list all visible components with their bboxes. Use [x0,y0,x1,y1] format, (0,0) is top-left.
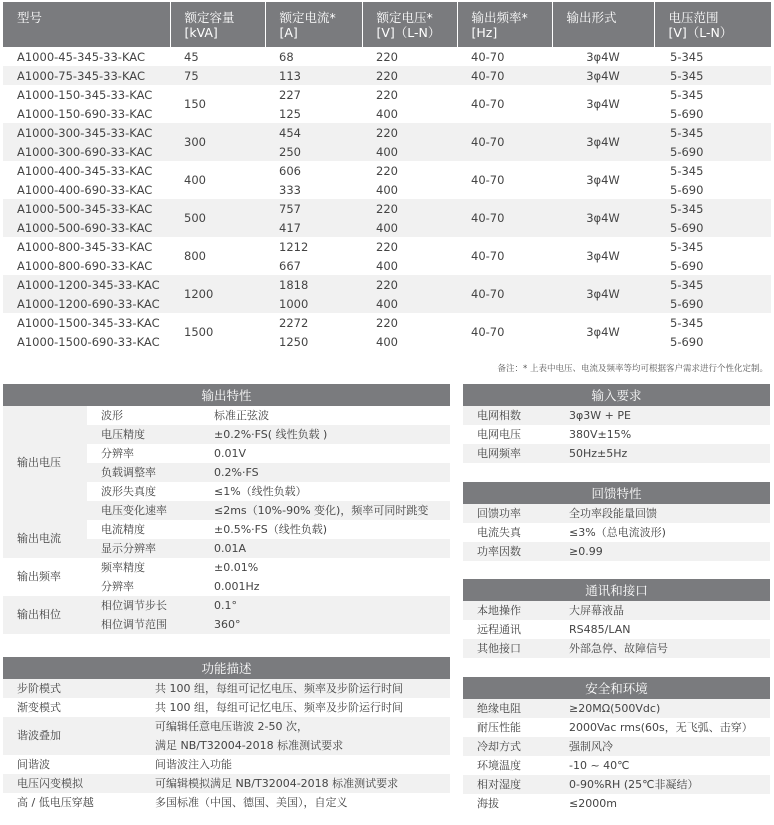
function-value: 可编辑模拟满足 NB/T32004-2018 标准测试要求 [141,774,450,793]
comm-label: 远程通讯 [477,622,521,636]
param-value: 0.001Hz [214,579,260,593]
table-row [3,123,771,142]
table-row [3,199,771,218]
input-label: 电网电压 [477,427,521,441]
function-label: 渐变模式 [17,700,61,714]
range-cell: 5-345 [654,275,771,294]
model-cell: A1000-500-345-33-KAC [3,199,170,218]
model-cell: A1000-300-345-33-KAC [3,123,170,142]
range-cell: 5-690 [654,142,771,161]
function-label: 高 / 低电压穿越 [17,795,94,809]
safety-label: 绝缘电阻 [463,699,555,718]
input-label: 电网频率 [463,444,555,463]
model-cell: A1000-1500-345-33-KAC [17,315,160,330]
feedback-characteristics-table [463,482,770,561]
safety-label: 环境温度 [477,758,521,772]
voltage-cell: 400 [362,218,457,237]
current-cell: 1212 [279,239,309,254]
voltage-cell: 400 [376,106,398,121]
current-cell: 454 [265,123,362,142]
function-value: 间谐波注入功能 [155,757,232,771]
output-form-cell: 3φ4W [552,199,654,237]
function-value: 共 100 组，每组可记忆电压、频率及步阶运行时间 [155,700,403,714]
param-label: 电压变化速率 [87,501,200,520]
param-value: ±0.01% [214,560,259,574]
range-cell: 5-690 [654,294,771,313]
safety-label: 相对湿度 [463,775,555,794]
feedback-section-title: 回馈特性 [463,482,770,504]
model-spec-table [3,2,771,351]
input-value: 380V±15% [569,427,632,441]
param-label: 波形 [101,408,123,422]
function-label: 电压闪变模拟 [3,774,141,793]
feedback-label: 功率因数 [463,542,555,561]
model-cell: A1000-45-345-33-KAC [17,49,145,64]
current-cell: 113 [265,66,362,85]
function-label: 谐波叠加 [3,717,141,755]
capacity-cell: 75 [170,66,265,85]
table-row [3,142,771,161]
param-value: ±0.2%·FS( 线性负载 ) [200,425,450,444]
table-row [3,313,771,332]
table-row [3,218,771,237]
col-output-form: 输出形式 [552,2,654,47]
frequency-cell: 40-70 [457,123,552,161]
safety-environment-table [463,677,770,813]
param-label: 相位调节步长 [87,596,200,615]
capacity-cell: 400 [184,173,206,187]
current-cell: 333 [279,182,301,197]
current-cell: 667 [279,258,301,273]
model-cell: A1000-800-345-33-KAC [17,239,153,254]
safety-label: 冷却方式 [463,737,555,756]
safety-value: 0-90%RH (25℃非凝结） [555,775,770,794]
current-cell: 757 [265,199,362,218]
group-output-phase: 输出相位 [3,596,87,634]
col-model: 型号 [3,2,170,47]
voltage-cell: 220 [376,315,398,330]
param-label: 电流精度 [101,522,145,536]
capacity-cell: 500 [170,199,265,237]
table-row [3,256,771,275]
function-value: 多国标准（中国、德国、美国），自定义 [155,795,348,809]
voltage-cell: 400 [362,294,457,313]
table-row [3,237,771,256]
output-form-cell: 3φ4W [586,173,620,187]
current-cell: 1000 [265,294,362,313]
table-row [3,104,771,123]
output-form-cell: 3φ4W [552,123,654,161]
table-row [3,85,771,104]
voltage-cell: 220 [362,199,457,218]
voltage-cell: 220 [376,49,398,64]
capacity-cell: 300 [170,123,265,161]
param-value: ≤1%（线性负载） [214,484,307,498]
table-row [3,180,771,199]
param-label: 分辨率 [101,446,134,460]
function-value: 可编辑任意电压谐波 2-50 次， [141,717,450,736]
param-label: 波形失真度 [101,484,156,498]
output-form-cell: 3φ4W [586,49,620,64]
model-cell: A1000-400-690-33-KAC [17,182,153,197]
model-cell: A1000-75-345-33-KAC [3,66,170,85]
current-cell: 227 [279,87,301,102]
current-cell: 125 [279,106,301,121]
param-value: 360° [200,615,450,634]
feedback-label: 回馈功率 [463,504,555,523]
table-row [3,332,771,351]
function-value: 共 100 组，每组可记忆电压、频率及步阶运行时间 [141,679,450,698]
safety-label: 耐压性能 [477,720,521,734]
input-value: 50Hz±5Hz [555,444,770,463]
range-cell: 5-345 [654,66,771,85]
input-value: 3φ3W + PE [555,406,770,425]
capacity-cell: 1500 [184,325,214,339]
col-frequency: 输出频率* [Hz] [457,2,552,47]
range-cell: 5-345 [670,49,704,64]
comm-value: 外部急停、故障信号 [555,639,770,658]
voltage-cell: 220 [376,163,398,178]
function-description-table [3,657,450,812]
group-output-current: 输出电流 [3,520,87,558]
param-label: 相位调节范围 [87,615,200,634]
comm-label: 本地操作 [463,601,555,620]
param-label: 负载调整率 [87,463,200,482]
param-value: 0.1° [200,596,450,615]
voltage-cell: 400 [376,258,398,273]
param-value: 0.01V [214,446,247,460]
model-cell: A1000-1500-690-33-KAC [17,334,160,349]
function-section-title: 功能描述 [3,657,450,679]
voltage-cell: 220 [376,87,398,102]
voltage-cell: 400 [362,142,457,161]
frequency-cell: 40-70 [457,275,552,313]
capacity-cell: 150 [184,97,206,111]
frequency-cell: 40-70 [471,325,505,339]
range-cell: 5-345 [670,315,704,330]
table-footnote: 备注：* 上表中电压、电流及频率等均可根据客户需求进行个性化定制。 [497,364,768,374]
col-current: 额定电流* [A] [265,2,362,47]
communication-interface-table [463,579,770,658]
input-section-title: 输入要求 [463,384,770,406]
function-value: 满足 NB/T32004-2018 标准测试要求 [141,736,450,755]
safety-value: ≤2000m [569,796,617,810]
param-label: 显示分辨率 [87,539,200,558]
range-cell: 5-690 [670,258,704,273]
output-form-cell: 3φ4W [552,66,654,85]
output-characteristics-table [3,384,450,634]
current-cell: 1250 [279,334,309,349]
function-label: 步阶模式 [3,679,141,698]
param-label: 电压精度 [87,425,200,444]
current-cell: 1818 [265,275,362,294]
voltage-cell: 400 [376,334,398,349]
range-cell: 5-690 [670,334,704,349]
voltage-cell: 220 [362,123,457,142]
model-cell: A1000-800-690-33-KAC [17,258,153,273]
param-value: ≤2ms（10%-90% 变化)，频率可同时跳变 [200,501,450,520]
model-cell: A1000-300-690-33-KAC [3,142,170,161]
output-form-cell: 3φ4W [586,249,620,263]
param-value: 0.2%·FS [200,463,450,482]
voltage-cell: 220 [362,66,457,85]
feedback-value: ≥0.99 [555,542,770,561]
model-cell: A1000-150-690-33-KAC [17,106,153,121]
capacity-cell: 45 [184,49,199,64]
feedback-label: 电流失真 [477,525,521,539]
range-cell: 5-345 [670,239,704,254]
current-cell: 606 [279,163,301,178]
comm-value: RS485/LAN [569,622,631,636]
voltage-cell: 220 [362,275,457,294]
table-row [3,275,771,294]
col-voltage-range: 电压范围 [V]（L-N） [654,2,771,47]
safety-value: -10 ~ 40℃ [569,758,630,772]
range-cell: 5-345 [670,163,704,178]
col-capacity: 额定容量 [kVA] [170,2,265,47]
table-row [3,66,771,85]
comm-section-title: 通讯和接口 [463,579,770,601]
param-label: 频率精度 [101,560,145,574]
safety-value: ≥20MΩ(500Vdc) [555,699,770,718]
range-cell: 5-690 [654,218,771,237]
voltage-cell: 220 [376,239,398,254]
capacity-cell: 800 [184,249,206,263]
frequency-cell: 40-70 [471,249,505,263]
voltage-cell: 400 [376,182,398,197]
current-cell: 68 [279,49,294,64]
input-label: 电网相数 [463,406,555,425]
safety-label: 海拔 [477,796,499,810]
safety-value: 2000Vac rms(60s，无飞弧、击穿） [569,720,753,734]
current-cell: 417 [265,218,362,237]
frequency-cell: 40-70 [471,173,505,187]
range-cell: 5-690 [670,106,704,121]
param-value: ±0.5%·FS（线性负载) [214,522,328,536]
safety-section-title: 安全和环境 [463,677,770,699]
param-value: 0.01A [200,539,450,558]
col-voltage: 额定电压* [V]（L-N） [362,2,457,47]
current-cell: 2272 [279,315,309,330]
frequency-cell: 40-70 [471,49,505,64]
param-value: 标准正弦波 [214,408,269,422]
capacity-cell: 1200 [170,275,265,313]
table-row [3,294,771,313]
table-row [3,161,771,180]
model-cell: A1000-1200-690-33-KAC [3,294,170,313]
input-requirements-table [463,384,770,463]
current-cell: 250 [265,142,362,161]
output-form-cell: 3φ4W [586,97,620,111]
param-label: 分辨率 [101,579,134,593]
table-row [3,47,771,66]
output-form-cell: 3φ4W [586,325,620,339]
feedback-value: 全功率段能量回馈 [555,504,770,523]
model-cell: A1000-150-345-33-KAC [17,87,153,102]
frequency-cell: 40-70 [471,97,505,111]
comm-value: 大屏幕液晶 [555,601,770,620]
function-label: 间谐波 [17,757,50,771]
range-cell: 5-345 [654,199,771,218]
range-cell: 5-345 [654,123,771,142]
model-cell: A1000-1200-345-33-KAC [3,275,170,294]
range-cell: 5-345 [670,87,704,102]
frequency-cell: 40-70 [457,199,552,237]
comm-label: 其他接口 [463,639,555,658]
model-cell: A1000-400-345-33-KAC [17,163,153,178]
range-cell: 5-690 [670,182,704,197]
frequency-cell: 40-70 [457,66,552,85]
output-section-title: 输出特性 [3,384,450,406]
safety-value: 强制风冷 [555,737,770,756]
output-form-cell: 3φ4W [552,275,654,313]
feedback-value: ≤3%（总电流波形) [569,525,666,539]
group-output-frequency: 输出频率 [3,558,87,596]
model-cell: A1000-500-690-33-KAC [3,218,170,237]
group-output-voltage: 输出电压 [3,406,87,520]
